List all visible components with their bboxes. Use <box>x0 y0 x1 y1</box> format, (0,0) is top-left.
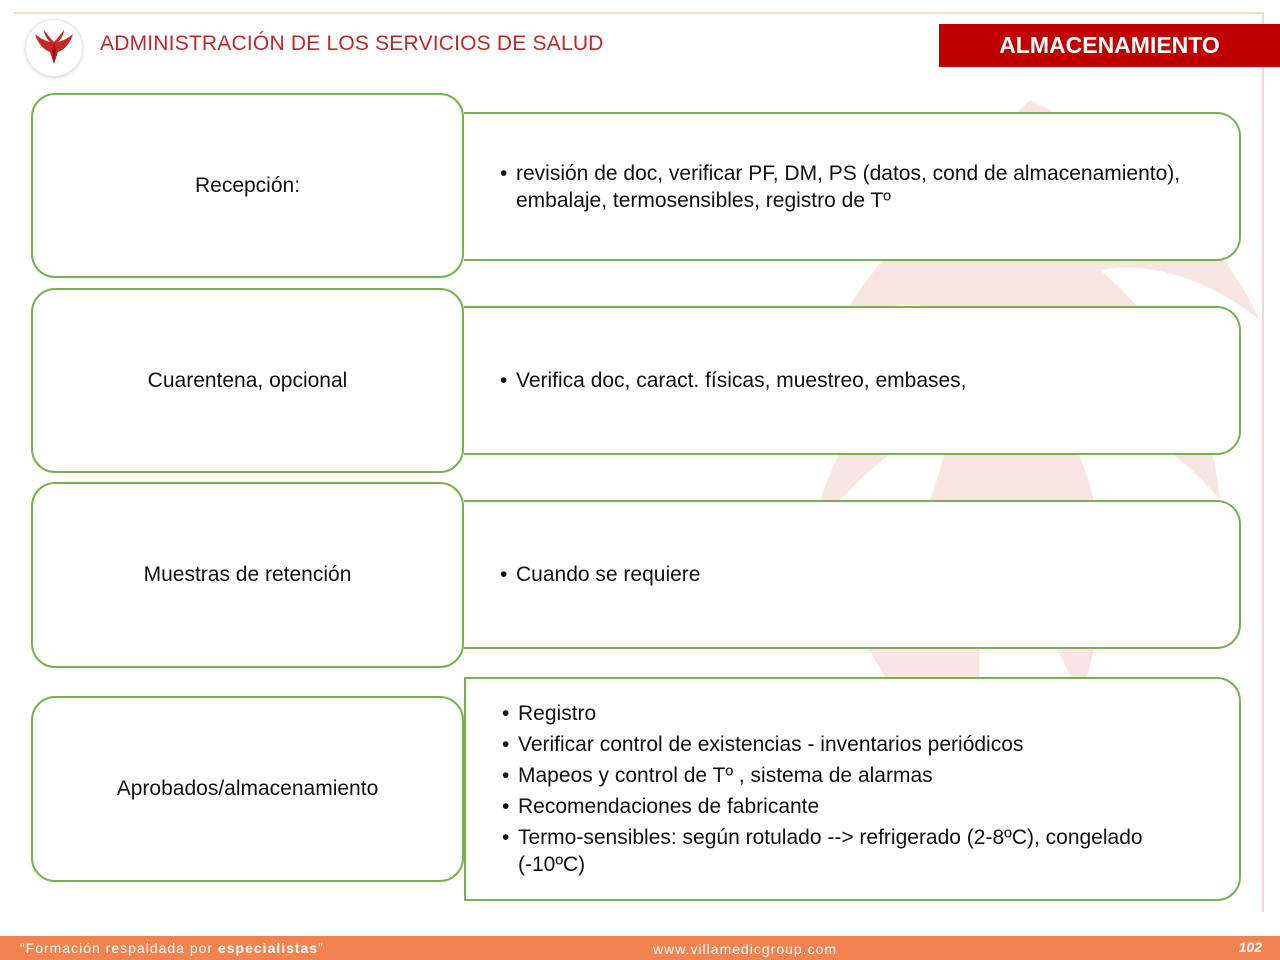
step-label: Cuarentena, opcional <box>147 368 348 392</box>
step-content-box-recepcion <box>464 112 1241 261</box>
section-badge-label: ALMACENAMIENTO <box>999 32 1220 58</box>
bullet-list <box>500 561 700 588</box>
bullet-item: • Cuando se requiere <box>500 561 700 588</box>
step-label: Recepción: <box>194 173 301 197</box>
step-content-box-aprobados <box>464 677 1241 901</box>
page-number: 102 <box>1238 939 1262 955</box>
bullet-item: • Termo-sensibles: según rotulado --> refrigerado (2-8ºC), congelado (-10ºC) <box>502 824 1199 878</box>
step-content-box-muestras <box>464 500 1241 649</box>
bullet-item: • Verificar control de existencias - inventarios periódicos <box>502 731 1199 758</box>
footer-slogan <box>20 940 324 956</box>
step-label-box-cuarentena <box>31 288 464 473</box>
step-label-box-aprobados <box>31 696 464 882</box>
step-content-box-cuarentena <box>464 306 1241 455</box>
footer-url[interactable]: www.villamedicgroup.com <box>653 941 838 957</box>
bullet-item: • Recomendaciones de fabricante <box>502 793 1199 820</box>
header-title: ADMINISTRACIÓN DE LOS SERVICIOS DE SALUD <box>100 32 604 55</box>
step-label: Aprobados/almacenamiento <box>116 777 379 800</box>
step-label: Muestras de retención <box>143 563 352 586</box>
bullet-list <box>500 160 1199 214</box>
footer-slogan-bold: especialistas <box>217 940 319 956</box>
section-badge <box>939 24 1280 67</box>
logo <box>26 20 82 76</box>
footer-slogan-prefix: “Formación respaldada por <box>20 940 218 956</box>
step-label-box-recepcion <box>31 93 464 278</box>
bullet-list <box>502 700 1199 878</box>
footer-slogan-suffix: ” <box>318 940 324 956</box>
frame-right-line <box>1262 12 1264 912</box>
footer-bar <box>0 936 1280 960</box>
bullet-item: • Mapeos y control de Tº , sistema de alarmas <box>502 762 1199 789</box>
bullet-item: • revisión de doc, verificar PF, DM, PS (datos, cond de almacenamiento), embalaje, termosensibles, registro de Tº <box>500 160 1199 214</box>
frame-top-line <box>14 12 1264 14</box>
step-label-box-muestras <box>31 482 464 668</box>
phoenix-logo-icon <box>32 28 76 68</box>
bullet-item: • Registro <box>502 700 1199 727</box>
bullet-list <box>500 367 967 394</box>
bullet-item: • Verifica doc, caract. físicas, muestreo, embases, <box>500 367 967 394</box>
